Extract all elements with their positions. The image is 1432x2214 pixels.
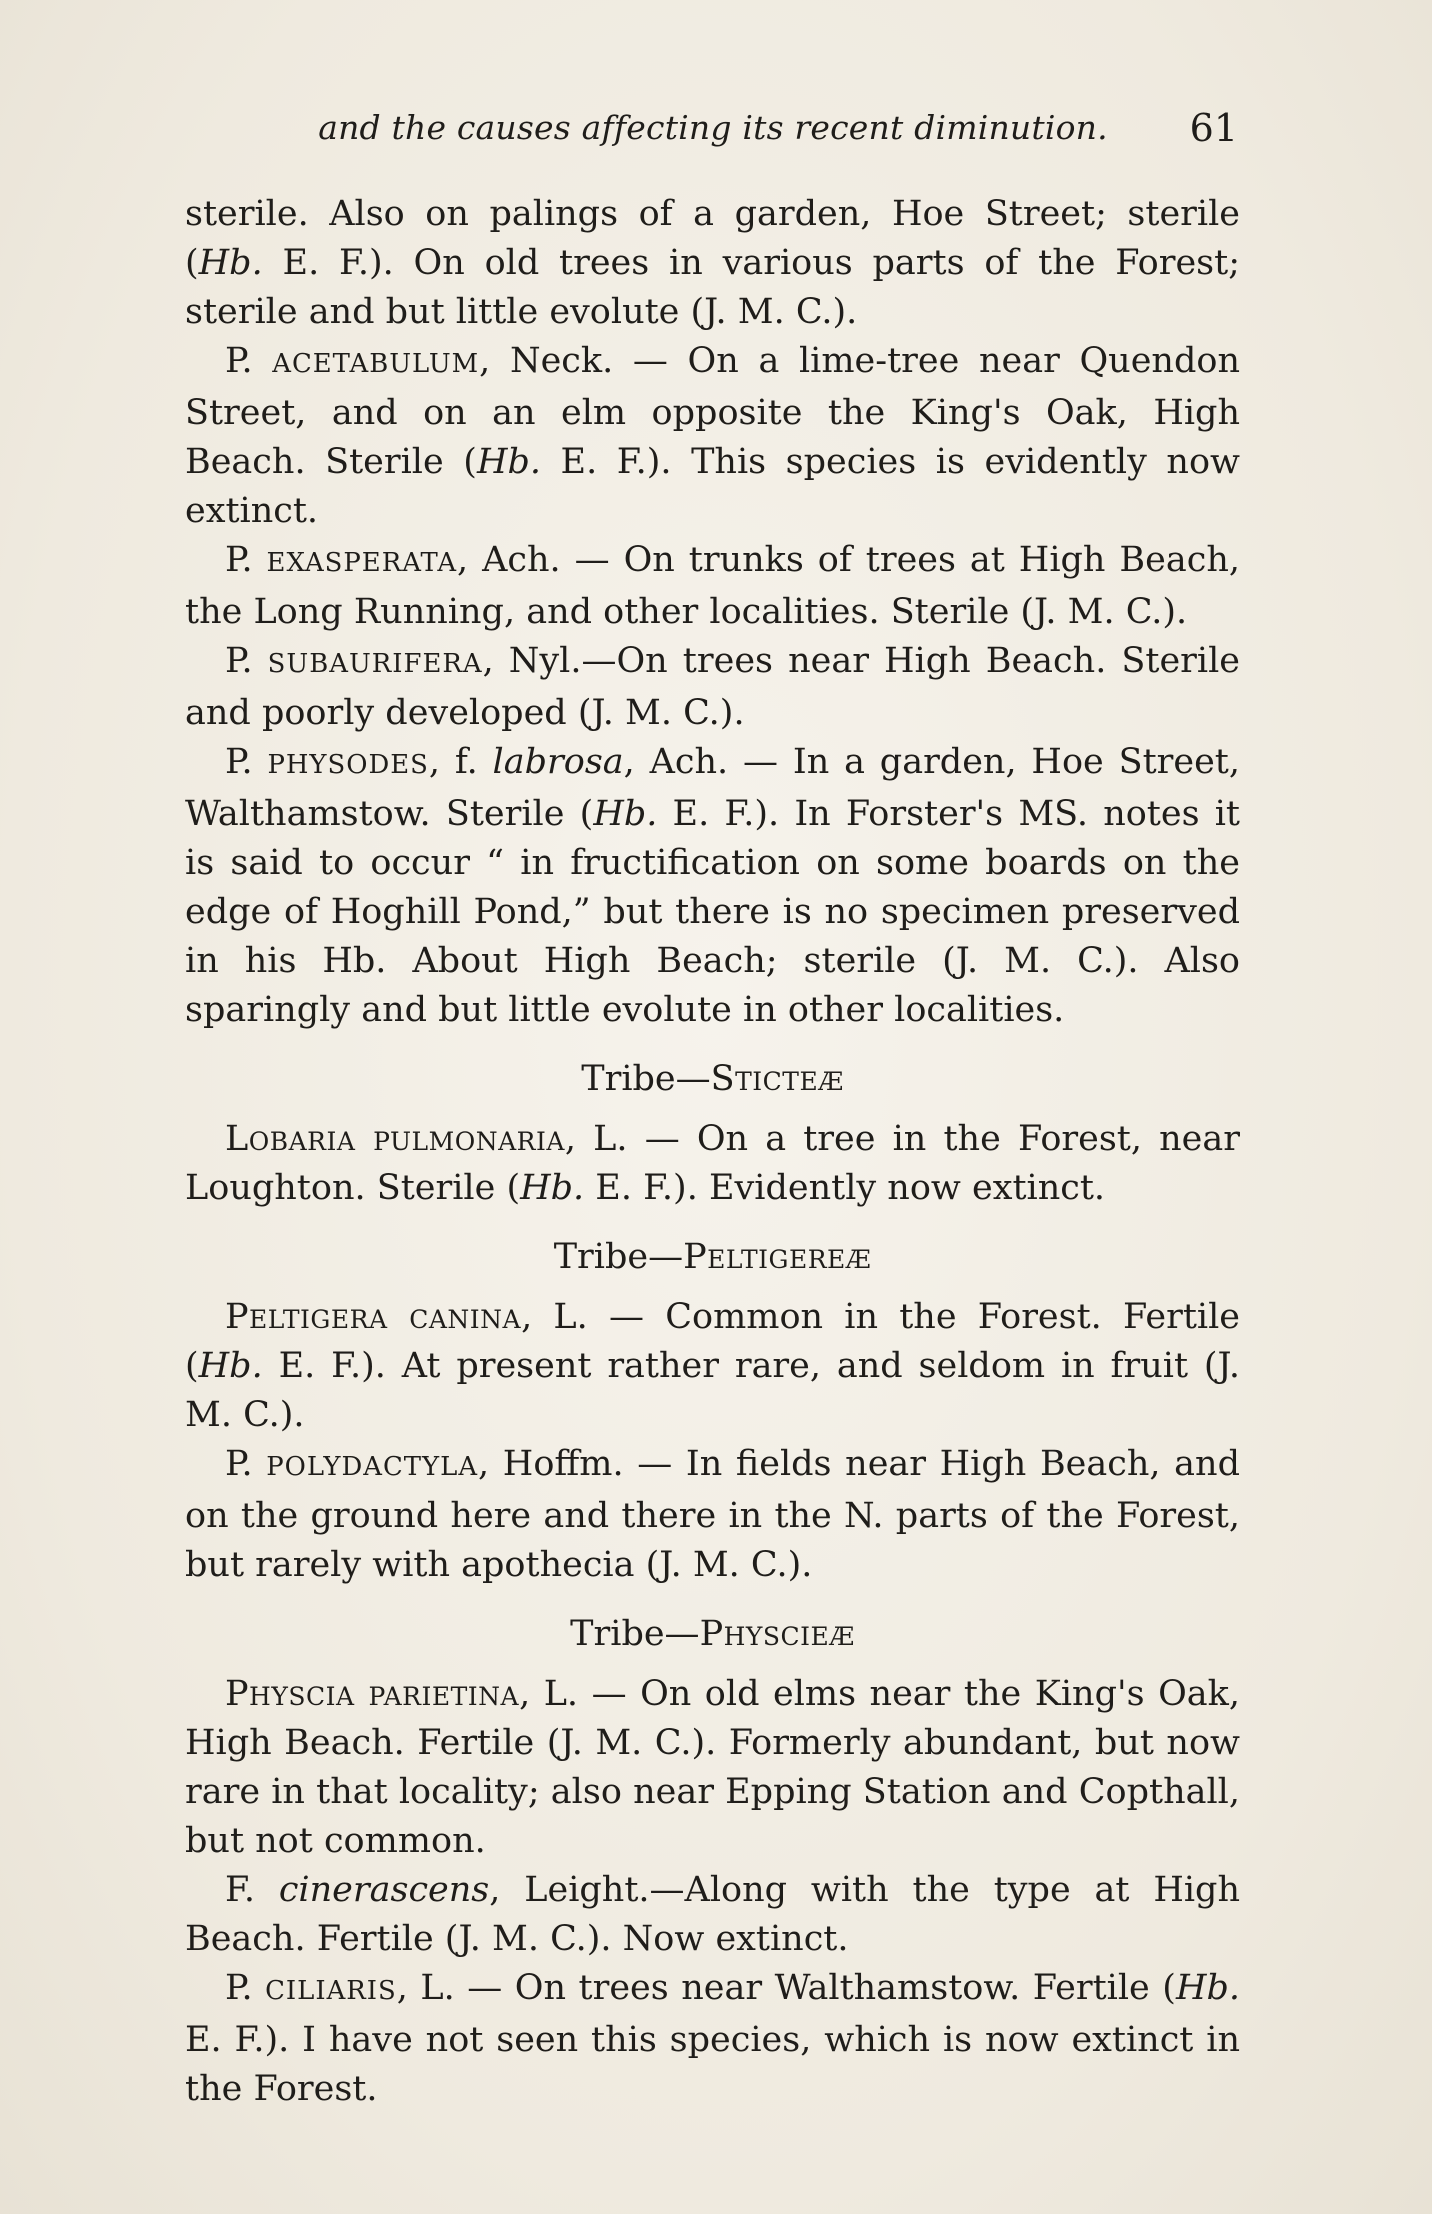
text-run: , L. — On old elms near the King's Oak, High Beach. Fertile (J. M. C.). Formerly abundant, but now rare in that locality; also near Epping Station and Copthall, but not common. <box>185 1674 1240 1861</box>
text-column <box>185 190 1240 2114</box>
italic-text: Hb. <box>593 794 658 834</box>
text-run: P. <box>225 1444 267 1484</box>
species-entry <box>185 637 1240 738</box>
species-entry <box>185 1440 1240 1590</box>
text-run: P. <box>225 1968 266 2008</box>
small-caps-text: Peltigereæ <box>683 1237 872 1277</box>
text-run: , L. — Common in the Forest. Fertile ( <box>185 1297 1240 1386</box>
species-entry <box>185 1293 1240 1440</box>
species-entry <box>185 1964 1240 2114</box>
text-run: , f. <box>428 742 493 782</box>
italic-text: Hb. <box>476 442 541 482</box>
tribe-heading <box>185 1610 1240 1659</box>
text-run: F. <box>225 1870 279 1910</box>
page-number: 61 <box>1189 106 1238 150</box>
italic-text: Hb. <box>1175 1968 1240 2008</box>
small-caps-text: Physcieæ <box>699 1614 855 1654</box>
text-run: , Hoffm. — In fields near High Beach, and on the ground here and there in the N. parts of the Forest, but rarely with apothecia (J. M. C.). <box>185 1444 1240 1585</box>
small-caps-text: Peltigera canina <box>225 1297 522 1337</box>
text-run: , Ach. — In a garden, Hoe Street, Walthamstow. Sterile ( <box>185 742 1240 834</box>
text-run: , L. — On trees near Walthamstow. Fertile ( <box>396 1968 1176 2008</box>
text-run: , Ach. — On trunks of trees at High Beach, the Long Running, and other localities. Sterile (J. M. C.). <box>185 540 1240 632</box>
small-caps-text: Lobaria pulmonaria <box>225 1119 565 1159</box>
text-run: E. F.). This species is evidently now extinct. <box>185 442 1241 531</box>
small-caps-text: Physcia parietina <box>225 1674 520 1714</box>
italic-text: Hb. <box>198 1346 263 1386</box>
text-run: , L. — On a tree in the Forest, near Loughton. Sterile ( <box>185 1119 1240 1208</box>
running-title: and the causes affecting its recent diminution. <box>318 108 1108 147</box>
text-run: Tribe— <box>553 1237 684 1277</box>
text-run: sterile. Also on palings of a garden, Hoe Street; sterile ( <box>185 194 1240 283</box>
text-run: E. F.). Evidently now extinct. <box>584 1168 1106 1208</box>
running-head <box>188 108 1238 158</box>
species-entry <box>185 337 1240 536</box>
small-caps-text: CILIARIS <box>265 1976 397 2006</box>
small-caps-text: Sticteæ <box>710 1059 844 1099</box>
text-run: P. <box>225 742 268 782</box>
text-run: E. F.). In Forster's MS. notes it is said to occur “ in fructification on some boards on the edge of Hoghill Pond,” but there is no specimen preserved in his Hb. About High Beach; sterile (J. M. C.). Also sparingly and but little evolute in other localities. <box>185 794 1240 1030</box>
tribe-heading <box>185 1233 1240 1282</box>
text-run: Tribe— <box>570 1614 700 1654</box>
species-entry <box>185 190 1240 337</box>
small-caps-text: ACETABULUM <box>272 349 480 379</box>
small-caps-text: POLYDACTYLA <box>266 1452 479 1482</box>
text-run: E. F.). At present rather rare, and seldom in fruit (J. M. C.). <box>185 1346 1240 1435</box>
species-entry <box>185 536 1240 637</box>
italic-text: Hb. <box>520 1168 585 1208</box>
text-run: P. <box>225 341 273 381</box>
text-run: E. F.). I have not seen this species, which is now extinct in the Forest. <box>185 2020 1240 2109</box>
small-caps-text: EXASPERATA <box>266 548 458 578</box>
italic-text: cinerascens <box>278 1870 490 1910</box>
species-entry <box>185 738 1240 1035</box>
text-run: E. F.). On old trees in various parts of the Forest; sterile and but little evolute (J. M. C.). <box>185 243 1240 332</box>
small-caps-text: PHYSODES <box>267 750 429 780</box>
italic-text: Hb. <box>198 243 263 283</box>
small-caps-text: SUBAURIFERA <box>267 649 483 679</box>
text-run: , Nyl.—On trees near High Beach. Sterile and poorly developed (J. M. C.). <box>185 641 1240 733</box>
italic-text: labrosa <box>492 742 624 782</box>
text-run: P. <box>225 641 268 681</box>
text-run: , Leight.—Along with the type at High Beach. Fertile (J. M. C.). Now extinct. <box>185 1870 1240 1959</box>
text-run: P. <box>225 540 267 580</box>
species-entry <box>185 1670 1240 1866</box>
tribe-heading <box>185 1055 1240 1104</box>
text-run: Tribe— <box>581 1059 711 1099</box>
species-entry <box>185 1115 1240 1213</box>
species-entry <box>185 1866 1240 1964</box>
text-run: , Neck. — On a lime-tree near Quendon Street, and on an elm opposite the King's Oak, High Beach. Sterile ( <box>185 341 1240 482</box>
